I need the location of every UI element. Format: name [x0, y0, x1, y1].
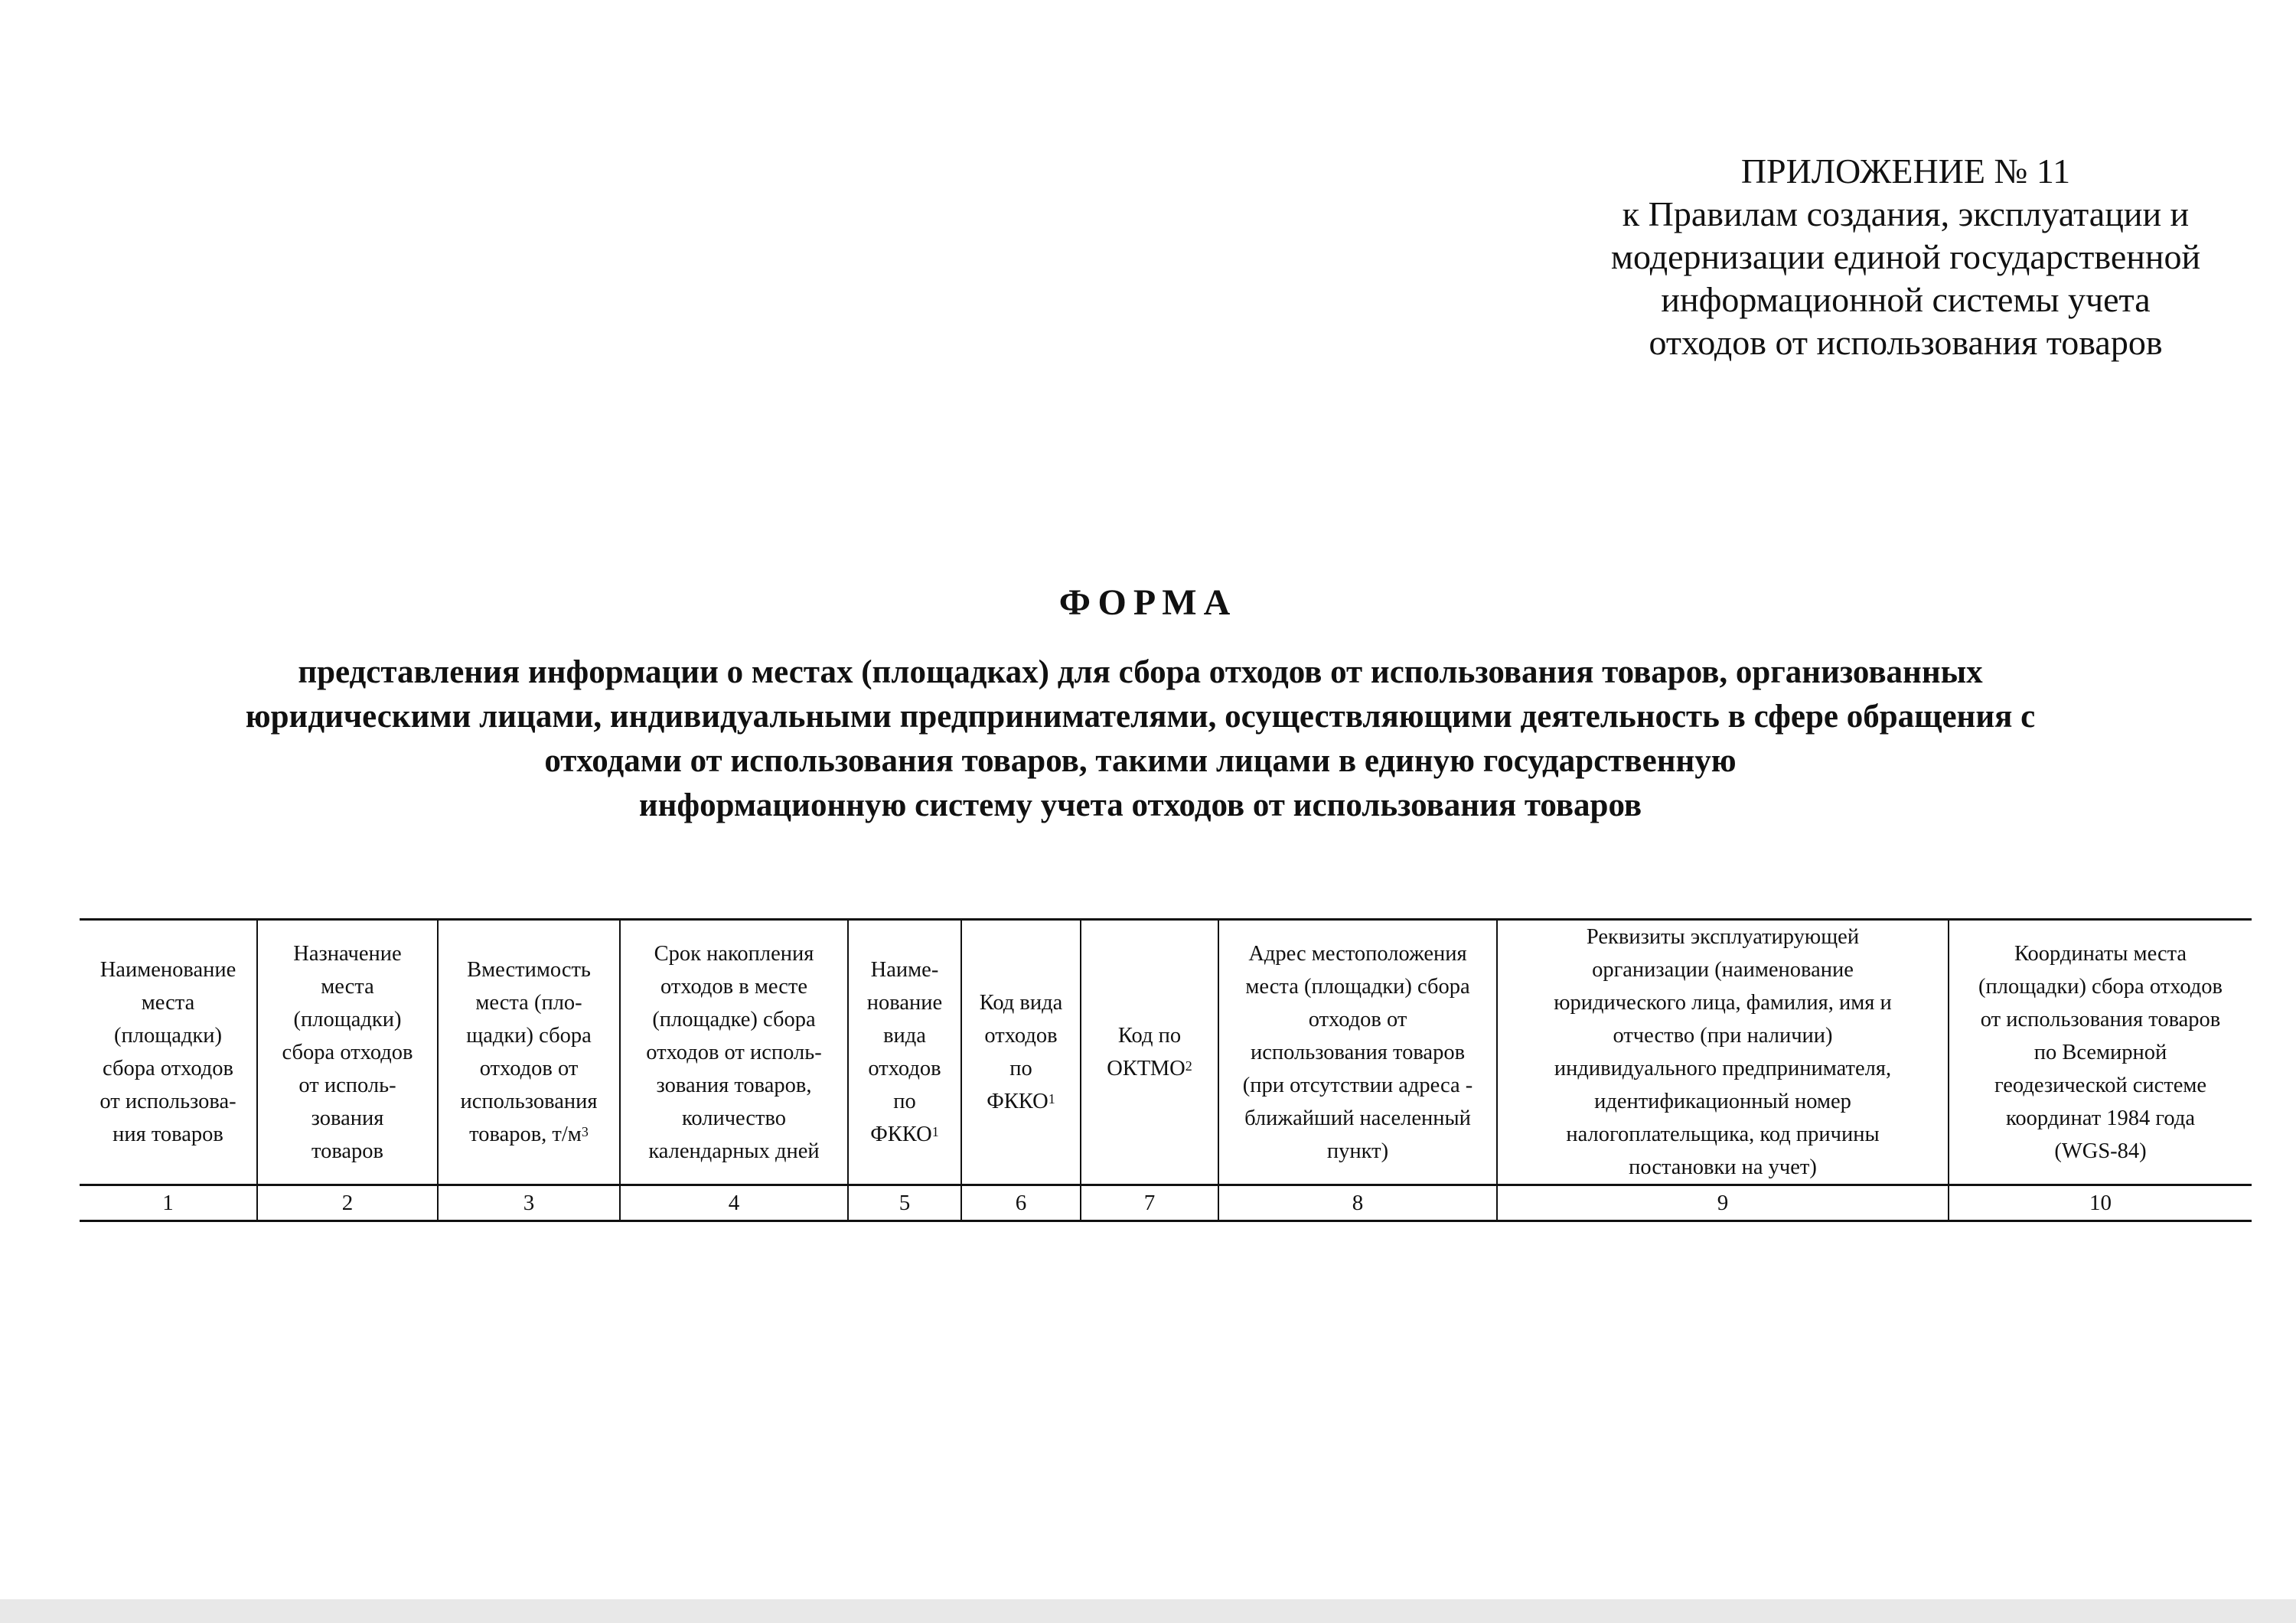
column-header-line: Наименование: [99, 958, 236, 982]
footnote-marker: 2: [1185, 1058, 1192, 1074]
column-header-line: (при отсутствии адреса -: [1242, 1073, 1473, 1097]
column-header-9: [1497, 920, 1949, 1185]
column-header-line: нование: [866, 991, 943, 1015]
column-header-line: Наиме-: [870, 958, 939, 982]
column-header-line: Координаты места: [2014, 941, 2187, 966]
column-number-4: 4: [620, 1185, 848, 1221]
column-header-line: юридического лица, фамилия, имя и: [1554, 991, 1892, 1015]
column-header-line: от использования товаров: [1980, 1007, 2221, 1031]
appendix-header: [1561, 150, 2250, 364]
column-number-10: 10: [1949, 1185, 2252, 1221]
footnote-marker: 3: [581, 1124, 589, 1139]
column-header-line: ния товаров: [113, 1123, 223, 1146]
column-header-line: ФККО: [987, 1090, 1049, 1113]
column-header-line: календарных дней: [648, 1139, 820, 1163]
column-header-7: [1081, 920, 1218, 1185]
column-header-line: координат 1984 года: [2006, 1106, 2195, 1130]
column-header-8: [1218, 920, 1497, 1185]
column-header-line: по: [1009, 1057, 1032, 1080]
column-header-line: вида: [883, 1024, 926, 1048]
form-subtitle-line: отходами от использования товаров, такими лицами в единую государственную: [544, 743, 1737, 779]
scan-edge-band: [0, 1599, 2296, 1623]
column-header-line: от исполь-: [298, 1073, 396, 1097]
column-header-line: Реквизиты эксплуатирующей: [1586, 925, 1860, 949]
column-number-1: 1: [80, 1185, 257, 1221]
column-header-line: по Всемирной: [2033, 1040, 2167, 1064]
column-header-5: [848, 920, 961, 1185]
column-header-line: места: [141, 991, 195, 1015]
column-header-line: индивидуального предпринимателя,: [1554, 1057, 1892, 1080]
form-subtitle-line: информационную систему учета отходов от использования товаров: [638, 787, 1642, 823]
form-subtitle: [92, 650, 2189, 828]
column-header-line: отходов в месте: [660, 974, 807, 999]
footnote-marker: 1: [931, 1124, 939, 1139]
footnote-marker: 1: [1048, 1091, 1055, 1106]
column-header-line: Код вида: [979, 991, 1063, 1015]
column-header-line: ближайший населенный: [1244, 1106, 1471, 1130]
column-header-line: отходов от: [1308, 1007, 1407, 1031]
column-header-line: места (пло-: [475, 991, 582, 1015]
form-table: [80, 918, 2252, 1222]
column-number-5: 5: [848, 1185, 961, 1221]
column-number-7: 7: [1081, 1185, 1218, 1221]
column-header-line: геодезической системе: [1994, 1073, 2207, 1097]
column-header-line: количество: [681, 1106, 787, 1130]
column-header-line: ОКТМО: [1107, 1057, 1186, 1080]
column-header-line: Назначение: [293, 941, 402, 966]
column-number-8: 8: [1218, 1185, 1497, 1221]
appendix-line: модернизации единой государственной: [1610, 237, 2201, 276]
appendix-line: к Правилам создания, эксплуатации и: [1622, 194, 2190, 233]
column-header-3: [438, 920, 620, 1185]
column-header-line: отчество (при наличии): [1613, 1024, 1833, 1048]
column-header-4: [620, 920, 848, 1185]
column-header-line: идентификационный номер: [1594, 1090, 1851, 1113]
column-header-line: использования товаров: [1250, 1040, 1466, 1064]
column-header-line: товаров: [311, 1139, 384, 1163]
column-number-3: 3: [438, 1185, 620, 1221]
column-header-line: отходов от исполь-: [646, 1040, 822, 1064]
column-header-line: щадки) сбора: [466, 1024, 592, 1048]
column-header-line: от использова-: [99, 1090, 236, 1113]
column-header-line: (WGS-84): [2054, 1139, 2147, 1163]
column-header-2: [257, 920, 438, 1185]
form-subtitle-line: юридическими лицами, индивидуальными предпринимателями, осуществляющими деятельность в сфере обращения с: [245, 699, 2036, 735]
column-header-line: постановки на учет): [1629, 1155, 1817, 1179]
column-header-line: Срок накопления: [654, 941, 814, 966]
column-header-line: (площадки): [114, 1024, 222, 1048]
column-header-line: пункт): [1326, 1139, 1389, 1163]
header-row: [80, 920, 2252, 1185]
column-header-line: (площадки): [293, 1007, 402, 1031]
column-header-line: организации (наименование: [1592, 958, 1854, 982]
column-header-line: (площадки) сбора отходов: [1978, 974, 2223, 999]
column-header-line: (площадке) сбора: [652, 1007, 816, 1031]
appendix-line: информационной системы учета: [1661, 280, 2151, 319]
column-header-line: Код по: [1117, 1024, 1182, 1048]
appendix-line: отходов от использования товаров: [1649, 323, 2163, 362]
form-title: ФОРМА: [1058, 582, 1238, 623]
column-header-line: Адрес местоположения: [1248, 941, 1467, 966]
appendix-title: ПРИЛОЖЕНИЕ № 11: [1740, 152, 2071, 191]
form-subtitle-line: представления информации о местах (площадках) для сбора отходов от использования товаров, организованных: [298, 654, 1983, 690]
column-number-6: 6: [961, 1185, 1081, 1221]
column-header-line: Вместимость: [467, 958, 591, 982]
column-header-line: места (площадки) сбора: [1245, 974, 1470, 999]
column-header-line: сбора отходов: [282, 1040, 413, 1064]
column-header-10: [1949, 920, 2252, 1185]
column-header-line: отходов от: [479, 1057, 579, 1080]
column-header-1: [80, 920, 257, 1185]
column-header-line: отходов: [868, 1057, 941, 1080]
column-header-line: ФККО: [870, 1123, 932, 1146]
column-header-line: зования: [311, 1106, 384, 1130]
column-header-line: сбора отходов: [103, 1057, 233, 1080]
column-number-9: 9: [1497, 1185, 1949, 1221]
column-header-line: отходов: [984, 1024, 1058, 1048]
column-header-line: зования товаров,: [656, 1073, 812, 1097]
column-number-2: 2: [257, 1185, 438, 1221]
column-header-line: товаров, т/м: [469, 1123, 582, 1146]
column-header-line: по: [893, 1090, 916, 1113]
column-header-line: использования: [460, 1090, 598, 1113]
column-number-row: [80, 1185, 2252, 1221]
column-header-line: места: [321, 974, 374, 999]
column-header-6: [961, 920, 1081, 1185]
column-header-line: налогоплательщика, код причины: [1566, 1123, 1880, 1146]
